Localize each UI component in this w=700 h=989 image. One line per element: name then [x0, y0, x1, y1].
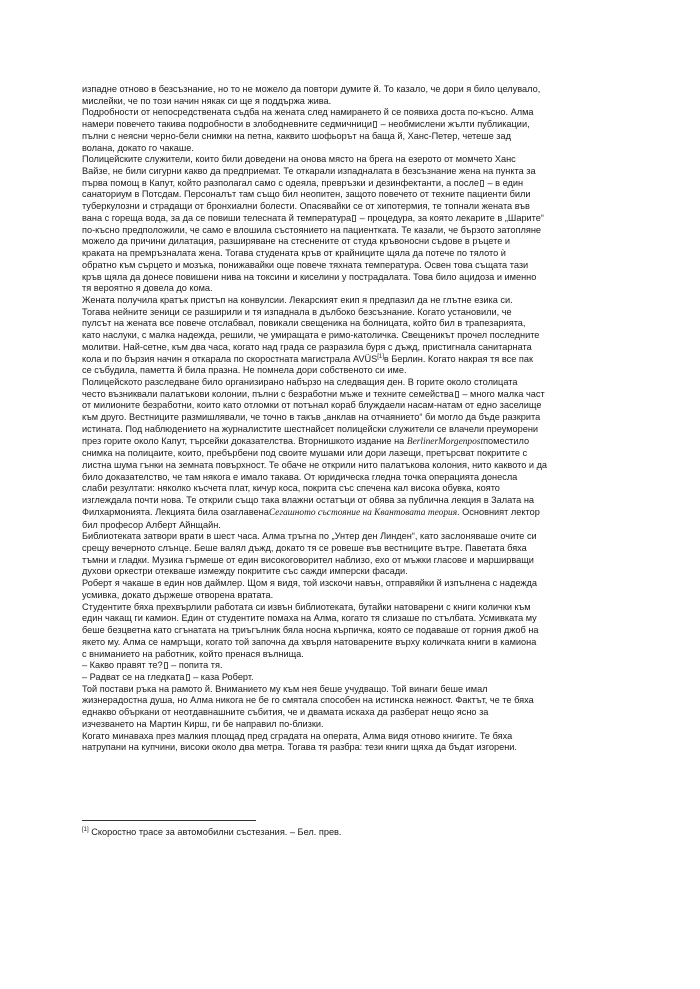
text-line: през горите около Капут, търсейки доказателства. Вторнишкото издание на BerlinerMorgenpostпоместило	[82, 435, 530, 447]
paragraph-11	[82, 684, 620, 731]
text-line: към друго. Вестниците размишлявали, че точно в такъв „анклав на отчаянието“ би могло да бъде разкрита	[82, 412, 541, 423]
footnote-divider	[82, 820, 256, 821]
text-line: краката на премръзналата жена. Тогава студената кръв от крайниците щяла да потече по тялото ѝ	[82, 248, 506, 259]
text-line: – Радват се на гледката – каза Роберт.	[82, 671, 254, 682]
paragraph-5	[82, 377, 620, 531]
text-line: еднакво объркани от неотдавнашните събития, че и двамата искаха да разберат нещо ясно за	[82, 707, 489, 718]
text-line: кола и по бързия начин я откарала по скоростната магистрала AVÜS[1]в Берлин. Когато накрая тя все пак	[82, 353, 534, 364]
paragraph-2	[82, 107, 620, 154]
text-line: туберкулозни и страдащи от бронхиални болести. Опасявайки се от хипотермия, те топнали жената във	[82, 201, 530, 212]
text-line: с вниманието на работник, който пренася вълнища.	[82, 648, 304, 659]
text-line: духови оркестри отекваше измежду покритите със сажди имперски фасади.	[82, 566, 408, 577]
text-line: обратно към сърцето и мозъка, понижавайки още повече тяхната температура. Освен това същата тази	[82, 259, 529, 270]
footnote-marker: [1]	[82, 826, 89, 833]
paragraph-9	[82, 660, 620, 672]
text-line: Библиотеката затвори врати в шест часа. Алма тръгна по „Унтер ден Линден“, като заслоняваше очите си	[82, 531, 537, 542]
text-line: пълни с неясни черно-бели снимки на петна, каквито шофьорът на баща й, Ханс-Петер, четеше зад	[82, 130, 511, 141]
text-line: вана с гореща вода, за да се повиши телесната й температура – процедура, за която лекарите в „Шарите“	[82, 212, 544, 223]
newspaper-title: BerlinerMorgenpost	[406, 436, 484, 447]
text-line: снимка на полицаите, които, пребърбени под своите мушами или дори лазещи, претърсват покритите с	[82, 448, 528, 459]
missing-glyph-icon	[455, 391, 459, 398]
text-line: от милионите безработни, които като отломки от потънал кораб блуждаели насам-натам от едно заселище	[82, 400, 542, 411]
text-line: Когато минаваха през малкия площад пред сградата на операта, Алма видя отново книгите. Те бяха	[82, 730, 513, 741]
text-line: изпадне отново в безсъзнание, но то не можело да повтори думите й. То казало, че дори я било целувало,	[82, 84, 541, 94]
missing-glyph-icon	[352, 215, 356, 222]
footnote-text: Скоростно трасе за автомобилни състезания. – Бел. прев.	[88, 827, 342, 837]
text-line: якето му. Алма се намръщи, когато той започна да хвърля натоварените върху количката книги в камиона	[82, 636, 537, 647]
text-line: Студентите бяха прехвърлили работата си извън библиотеката, бутайки натоварени с книги колички към	[82, 601, 531, 612]
text-line: санаториум в Потсдам. Персоналът там също бил неопитен, защото повечето от техните пациенти били	[82, 189, 531, 200]
text-line: кръв щяла да донесе повишени нива на токсини и киселини у пострадалата. Това било ацидоза и именно	[82, 271, 537, 282]
footnote	[82, 827, 620, 839]
text-line: натрупани на купчини, високи около два метра. Тогава тя разбра: тези книги щяха да бъдат изгорени.	[82, 742, 517, 753]
body-text	[82, 84, 620, 754]
text-line: било доказателство, че там някога е имало такава. От юридическа гледна точка операцията донесла	[82, 471, 518, 482]
text-line: тъмни и гладки. Музика гърмеше от един високоговорител наблизо, ехо от мъжки гласове и марширващи	[82, 554, 534, 565]
missing-glyph-icon	[186, 674, 190, 681]
text-line: един чакащ ги камион. Един от студентите помаха на Алма, когато тя слизаше по стълбата. Усмивката му	[82, 613, 537, 624]
paragraph-3	[82, 154, 620, 295]
text-line: усмивка, докато държеше отворена вратата.	[82, 589, 274, 600]
paragraph-4	[82, 295, 620, 377]
footnote-reference[interactable]: [1]	[377, 353, 384, 360]
text-line: беше безцветна като сгънатата на триъгълник бяла носна кърпичка, която се подаваше от горния джоб на	[82, 625, 539, 636]
text-line: Жената получила кратък пристъп на конвулсии. Лекарският екип я предпазил да не глътне езика си.	[82, 294, 513, 305]
text-line: пулсът на жената все повече отслабвал, повикали свещеника на болницата, който бил в трапезарията,	[82, 318, 526, 329]
paragraph-10	[82, 672, 620, 684]
text-line: по-късно предположили, че само е влошила състоянието на пациентката. Те казали, че бързото затопляне	[82, 224, 542, 235]
text-line: Подробности от непосредствената съдба на жената след намирането й се появиха доста по-късно. Алма	[82, 107, 534, 118]
missing-glyph-icon	[164, 662, 168, 669]
text-line: често възниквали палатъкови колонии, пълни с безработни мъже и техните семейства – много малка част	[82, 388, 545, 399]
text-line: Тогава нейните зеници се разширили и тя изпаднала в дълбоко безсъзнание. Когато установили, че	[82, 306, 512, 317]
text-line: намери повечето такива подробности в злободневните седмичници – необмислени жълти публикации,	[82, 119, 530, 130]
text-line: листна шума гънки на земната повърхност. Те обаче не открили нито палатъкова колония, нито каквото и да	[82, 460, 548, 470]
text-line: жизнерадостна душа, но Алма никога не бе го смятала способен на истинска нежност. Фактът, че те бяха	[82, 695, 534, 706]
text-line: тя вероятно я довела до кома.	[82, 283, 213, 294]
text-line: можело да причини дилатация, разширяване на стеснените от студа кръвоносни съдове в ръцете и	[82, 236, 511, 247]
text-line: Филхармонията. Лекцията била озаглавенаСегашното състояние на Квантовата теория. Основният лектор	[82, 506, 540, 518]
missing-glyph-icon	[373, 121, 377, 128]
paragraph-8	[82, 602, 620, 661]
text-line: първа помощ в Капут, който разполагал само с одеяла, превръзки и дезинфектанти, а после – в един	[82, 177, 524, 188]
text-line: Полицейското разследване било организирано набързо на следващия ден. В горите около столицата	[82, 376, 518, 387]
text-line: изчезването на Мартин Кирш, ги бе направил по-близки.	[82, 718, 324, 729]
text-line: се събудила, паметта й била празна. Не помнела дори собственото си име.	[82, 365, 407, 376]
text-line: срещу вечерното слънце. Беше валял дъжд, докато тя се ровеше във вестниците вътре. Паветата бяха	[82, 543, 527, 554]
text-line: Роберт я чакаше в един нов даймлер. Щом я видя, той изскочи навън, отправяйки й изпълнена с надежда	[82, 578, 537, 589]
text-line: Вайзе, не били сигурни какво да предприемат. Те откарали изпадналата в безсъзнание жена на пункта за	[82, 166, 536, 177]
paragraph-12	[82, 731, 620, 754]
paragraph-1	[82, 84, 620, 107]
missing-glyph-icon	[480, 180, 484, 187]
text-line: Полицейските служители, които били доведени на онова място на брега на езерото от момчето Ханс	[82, 154, 516, 165]
text-line: като наслуки, с малка надежда, решили, че умиращата е римо-католичка. Свещеникът прочел последните	[82, 330, 540, 341]
text-line: слаби резултати: няколко късчета плат, кичур коса, покрита със спечена кал висока обувка, която	[82, 483, 500, 494]
text-line: – Какво правят те? – попита тя.	[82, 660, 223, 671]
text-line: бил професор Алберт Айнщайн.	[82, 519, 221, 530]
lecture-title: Сегашното състояние на Квантовата теория	[268, 507, 458, 518]
text-line: изглеждала почти нова. Те открили също така влажни остатъци от обява за публична лекция в Залата на	[82, 495, 535, 506]
text-line: Той постави ръка на рамото й. Вниманието му към нея беше учудващо. Той винаги беше имал	[82, 683, 488, 694]
text-line: молитви. Най-сетне, към два часа, когато над града се разразила буря с дъжд, пристигнала санитарната	[82, 341, 532, 352]
text-line: истината. Под наблюдението на журналистите шестнайсет полицейски служители се влачели преуморени	[82, 423, 539, 434]
text-line: волана, докато го чакаше.	[82, 142, 194, 153]
paragraph-7	[82, 578, 620, 601]
paragraph-6	[82, 531, 620, 578]
text-line: мислейки, че по този начин някак си ще я поддържа жива.	[82, 95, 332, 106]
